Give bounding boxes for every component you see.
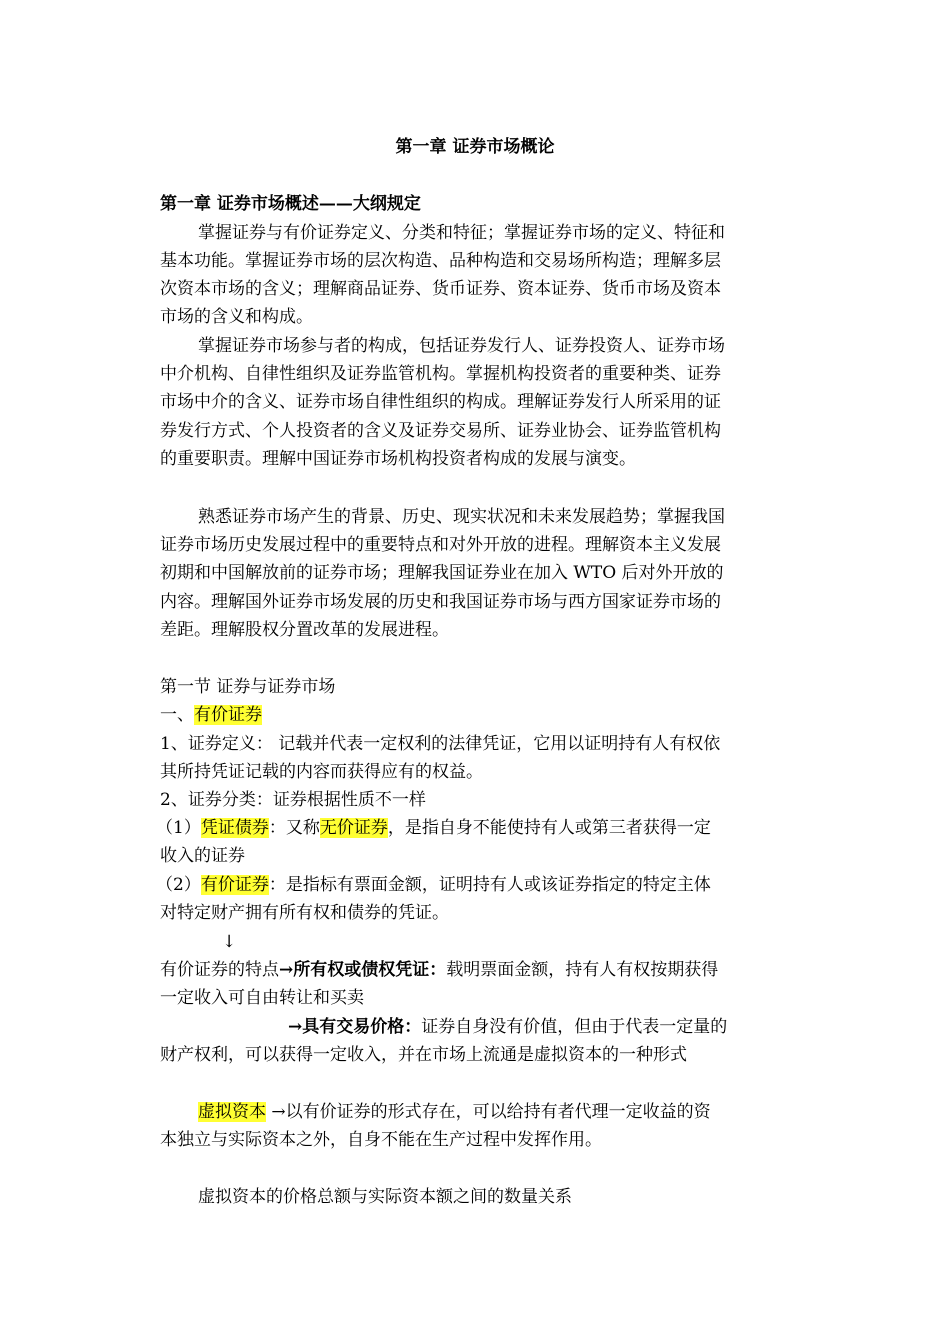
feature-line-1-cont: 一定收入可自由转让和买卖 bbox=[160, 988, 364, 1008]
highlight-term: 凭证债券 bbox=[200, 818, 269, 838]
down-arrow-icon: ↓ bbox=[222, 932, 237, 952]
classification-line: 2、证券分类：证券根据性质不一样 bbox=[160, 790, 426, 810]
para2-line: 掌握证券市场参与者的构成，包括证券发行人、证券投资人、证券市场 bbox=[198, 336, 725, 356]
feature-term: →所有权或债权凭证： bbox=[279, 960, 447, 980]
virtual-capital-cont: 本独立与实际资本之外，自身不能在生产过程中发挥作用。 bbox=[160, 1130, 602, 1150]
section-heading: 第一节 证券与证券市场 bbox=[160, 677, 336, 697]
last-line: 虚拟资本的价格总额与实际资本额之间的数量关系 bbox=[198, 1187, 572, 1207]
para2-line: 市场中介的含义、证券市场自律性组织的构成。理解证券发行人所采用的证 bbox=[160, 392, 721, 412]
para3-line: 差距。理解股权分置改革的发展进程。 bbox=[160, 620, 449, 640]
highlight-term: 有价证券 bbox=[200, 875, 269, 895]
highlight-term: 无价证券 bbox=[319, 818, 388, 838]
feature-text: 载明票面金额，持有人有权按期获得 bbox=[446, 960, 719, 980]
feature-line-1 bbox=[160, 959, 718, 981]
para2-line: 券发行方式、个人投资者的含义及证券交易所、证券业协会、证券监管机构 bbox=[160, 421, 721, 441]
para3-line: 证券市场历史发展过程中的重要特点和对外开放的进程。理解资本主义发展 bbox=[160, 535, 721, 555]
item-number: （1） bbox=[156, 818, 201, 838]
page-title: 第一章 证券市场概论 bbox=[395, 137, 555, 157]
para1-line: 掌握证券与有价证券定义、分类和特征；掌握证券市场的定义、特征和 bbox=[198, 223, 725, 243]
definition-line: 其所持凭证记载的内容而获得应有的权益。 bbox=[160, 762, 483, 782]
virtual-capital-text: →以有价证券的形式存在，可以给持有者代理一定收益的资 bbox=[266, 1102, 711, 1122]
feature-label: 有价证券的特点 bbox=[160, 960, 279, 980]
feature-line-2-cont: 财产权利，可以获得一定收入，并在市场上流通是虚拟资本的一种形式 bbox=[160, 1045, 687, 1065]
highlight-term: 虚拟资本 bbox=[198, 1102, 266, 1122]
item-text: ：是指标有票面金额，证明持有人或该证券指定的特定主体 bbox=[268, 875, 711, 895]
feature-line-2 bbox=[288, 1016, 727, 1038]
subsection-number: 一、 bbox=[160, 705, 194, 725]
para1-line: 市场的含义和构成。 bbox=[160, 307, 313, 327]
definition-line: 1、证券定义： 记载并代表一定权利的法律凭证，它用以证明持有人有权依 bbox=[160, 734, 721, 754]
class-item-1 bbox=[156, 817, 711, 839]
class-item-2 bbox=[156, 874, 711, 896]
item-number: （2） bbox=[156, 875, 201, 895]
para2-line: 中介机构、自律性组织及证券监管机构。掌握机构投资者的重要种类、证券 bbox=[160, 364, 721, 384]
chapter-heading: 第一章 证券市场概述——大纲规定 bbox=[160, 194, 421, 214]
para2-line: 的重要职责。理解中国证券市场机构投资者构成的发展与演变。 bbox=[160, 449, 636, 469]
item-text: ，是指自身不能使持有人或第三者获得一定 bbox=[387, 818, 711, 838]
class-item-2-cont: 对特定财产拥有所有权和债券的凭证。 bbox=[160, 903, 449, 923]
para3-line: 初期和中国解放前的证券市场；理解我国证券业在加入 WTO 后对外开放的 bbox=[160, 563, 724, 583]
feature-term: →具有交易价格： bbox=[288, 1017, 422, 1037]
highlight-term: 有价证券 bbox=[194, 705, 262, 725]
subsection-heading bbox=[160, 704, 262, 726]
para1-line: 基本功能。掌握证券市场的层次构造、品种构造和交易场所构造；理解多层 bbox=[160, 251, 721, 271]
para3-line: 内容。理解国外证券市场发展的历史和我国证券市场与西方国家证券市场的 bbox=[160, 592, 721, 612]
item-text: ：又称 bbox=[268, 818, 320, 838]
class-item-1-cont: 收入的证券 bbox=[160, 846, 245, 866]
para3-line: 熟悉证券市场产生的背景、历史、现实状况和未来发展趋势；掌握我国 bbox=[198, 507, 725, 527]
virtual-capital-line bbox=[198, 1101, 711, 1123]
feature-text: 证券自身没有价值，但由于代表一定量的 bbox=[421, 1017, 728, 1037]
para1-line: 次资本市场的含义；理解商品证券、货币证券、资本证券、货币市场及资本 bbox=[160, 279, 721, 299]
